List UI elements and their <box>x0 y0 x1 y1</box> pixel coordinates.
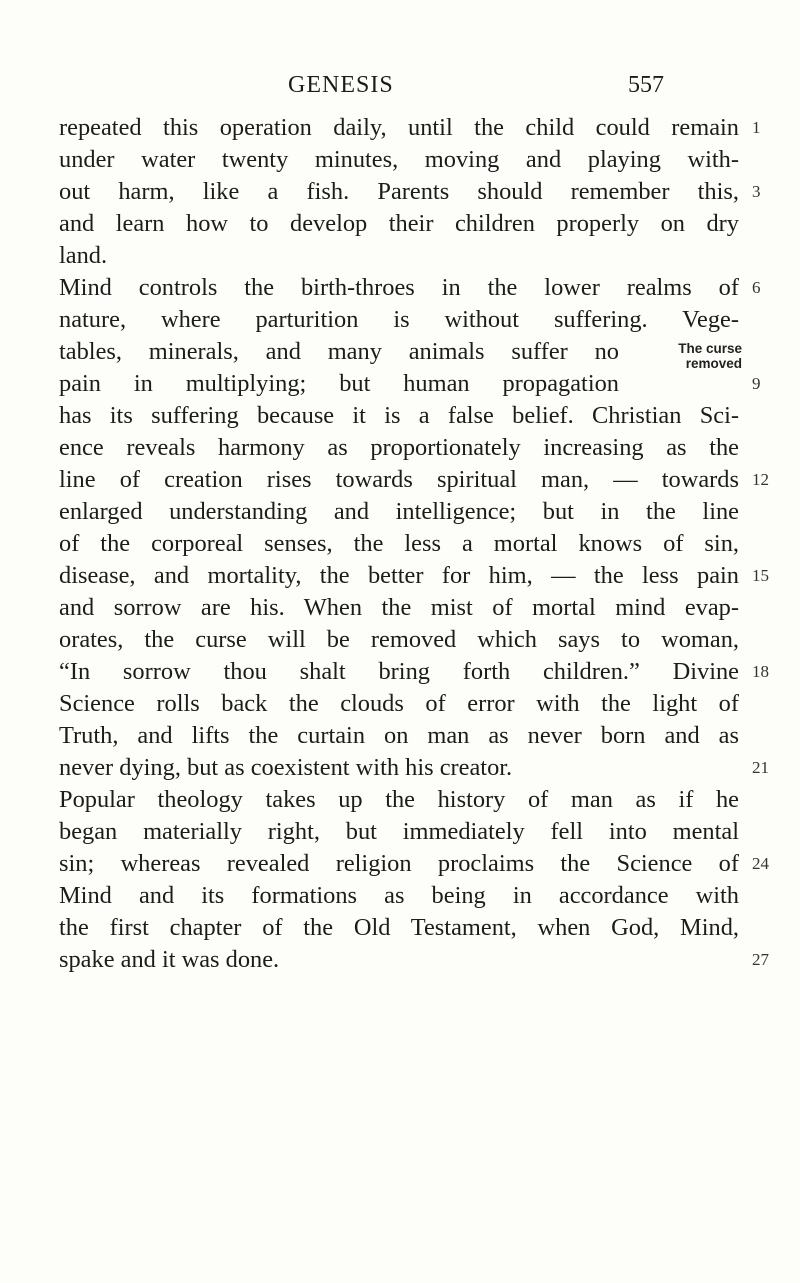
text-line: Science rolls back the clouds of error with the light of <box>59 690 739 717</box>
text-line: “In sorrow thou shalt bring forth children.” Divine <box>59 658 739 685</box>
text-line: disease, and mortality, the better for him, — the less pain <box>59 562 739 589</box>
margin-note-line: removed <box>685 356 742 371</box>
text-line: Truth, and lifts the curtain on man as never born and as <box>59 722 739 749</box>
text-line: out harm, like a fish. Parents should remember this, <box>59 178 739 205</box>
text-line: of the corporeal senses, the less a mortal knows of sin, <box>59 530 739 557</box>
page-number: 557 <box>628 72 664 98</box>
text-line: orates, the curse will be removed which says to woman, <box>59 626 739 653</box>
line-number: 6 <box>752 278 761 297</box>
text-line: spake and it was done. <box>59 946 280 973</box>
line-number: 21 <box>752 758 769 777</box>
text-line: land. <box>59 242 108 269</box>
line-number: 24 <box>752 854 769 873</box>
text-line: Popular theology takes up the history of man as if he <box>59 786 739 813</box>
text-line: and sorrow are his. When the mist of mortal mind evap- <box>59 594 739 621</box>
text-line: the first chapter of the Old Testament, when God, Mind, <box>59 914 739 941</box>
text-line: enlarged understanding and intelligence; but in the line <box>59 498 739 525</box>
line-number: 12 <box>752 470 769 489</box>
margin-note-line: The curse <box>678 341 742 356</box>
line-number: 27 <box>752 950 769 969</box>
text-line: Mind controls the birth-throes in the lower realms of <box>59 274 739 301</box>
line-number: 15 <box>752 566 769 585</box>
running-title: GENESIS <box>288 72 394 98</box>
text-line: ence reveals harmony as proportionately increasing as the <box>59 434 739 461</box>
text-line: has its suffering because it is a false belief. Christian Sci- <box>59 402 739 429</box>
line-number: 1 <box>752 118 761 137</box>
line-number: 18 <box>752 662 769 681</box>
text-line: line of creation rises towards spiritual man, — towards <box>59 466 739 493</box>
text-line: Mind and its formations as being in accordance with <box>59 882 739 909</box>
line-number: 3 <box>752 182 761 201</box>
margin-note <box>652 341 742 371</box>
text-line: never dying, but as coexistent with his creator. <box>59 754 513 781</box>
text-line: pain in multiplying; but human propagation <box>59 370 619 397</box>
text-line: under water twenty minutes, moving and playing with- <box>59 146 739 173</box>
line-number: 9 <box>752 374 761 393</box>
text-line: tables, minerals, and many animals suffer no <box>59 338 619 365</box>
text-line: repeated this operation daily, until the child could remain <box>59 114 739 141</box>
text-line: began materially right, but immediately fell into mental <box>59 818 739 845</box>
text-line: sin; whereas revealed religion proclaims the Science of <box>59 850 739 877</box>
text-line: and learn how to develop their children properly on dry <box>59 210 739 237</box>
text-line: nature, where parturition is without suffering. Vege- <box>59 306 739 333</box>
